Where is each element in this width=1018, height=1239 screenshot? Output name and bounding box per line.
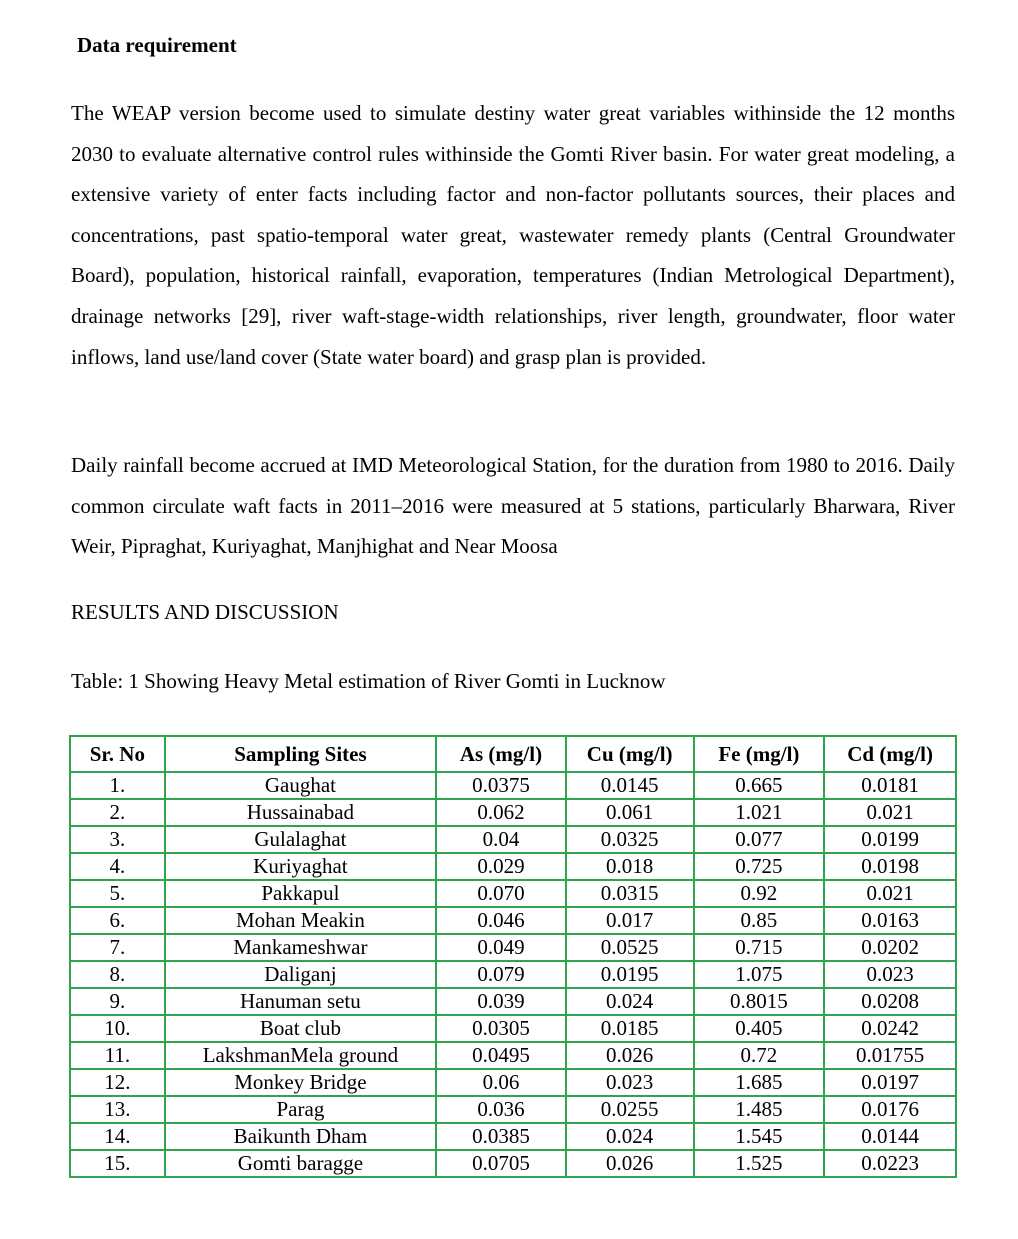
- cell-site: Monkey Bridge: [165, 1069, 436, 1096]
- cell-as: 0.049: [436, 934, 566, 961]
- cell-sr-no: 5.: [70, 880, 165, 907]
- cell-cu: 0.023: [566, 1069, 694, 1096]
- cell-cd: 0.0223: [824, 1150, 956, 1177]
- cell-as: 0.036: [436, 1096, 566, 1123]
- cell-cd: 0.021: [824, 799, 956, 826]
- header-as: As (mg/l): [436, 736, 566, 772]
- cell-as: 0.0705: [436, 1150, 566, 1177]
- table-row: [70, 772, 956, 799]
- cell-cd: 0.0176: [824, 1096, 956, 1123]
- results-heading: RESULTS AND DISCUSSION: [71, 600, 339, 624]
- cell-site: Kuriyaghat: [165, 853, 436, 880]
- cell-cd: 0.0208: [824, 988, 956, 1015]
- cell-cu: 0.018: [566, 853, 694, 880]
- section-heading: Data requirement: [77, 33, 237, 57]
- cell-site: Mankameshwar: [165, 934, 436, 961]
- cell-cu: 0.0145: [566, 772, 694, 799]
- cell-as: 0.06: [436, 1069, 566, 1096]
- cell-cu: 0.026: [566, 1150, 694, 1177]
- cell-cu: 0.0185: [566, 1015, 694, 1042]
- cell-sr-no: 3.: [70, 826, 165, 853]
- table-row: [70, 988, 956, 1015]
- cell-cu: 0.0255: [566, 1096, 694, 1123]
- cell-cd: 0.0242: [824, 1015, 956, 1042]
- cell-sr-no: 12.: [70, 1069, 165, 1096]
- cell-sr-no: 1.: [70, 772, 165, 799]
- cell-sr-no: 15.: [70, 1150, 165, 1177]
- cell-fe: 1.485: [694, 1096, 825, 1123]
- table-row: [70, 961, 956, 988]
- cell-sr-no: 14.: [70, 1123, 165, 1150]
- table-row: [70, 1015, 956, 1042]
- paragraph-rainfall: Daily rainfall become accrued at IMD Meteorological Station, for the duration from 1980 to 2016. Daily common circulate waft facts in 2011–2016 were measured at 5 stations, particularly Bharwara, River Weir, Pipraghat, Kuriyaghat, Manjhighat and Near Moosa: [71, 453, 955, 559]
- cell-cu: 0.026: [566, 1042, 694, 1069]
- cell-cd: 0.0181: [824, 772, 956, 799]
- table-row: [70, 880, 956, 907]
- table-body: [70, 772, 956, 1177]
- header-sampling-sites: Sampling Sites: [165, 736, 436, 772]
- table-row: [70, 853, 956, 880]
- cell-site: Hussainabad: [165, 799, 436, 826]
- cell-site: LakshmanMela ground: [165, 1042, 436, 1069]
- table-row: [70, 826, 956, 853]
- header-fe: Fe (mg/l): [694, 736, 825, 772]
- header-cd: Cd (mg/l): [824, 736, 956, 772]
- cell-fe: 1.021: [694, 799, 825, 826]
- cell-sr-no: 13.: [70, 1096, 165, 1123]
- cell-cd: 0.021: [824, 880, 956, 907]
- cell-site: Parag: [165, 1096, 436, 1123]
- table-row: [70, 934, 956, 961]
- cell-cu: 0.061: [566, 799, 694, 826]
- cell-site: Gaughat: [165, 772, 436, 799]
- cell-sr-no: 2.: [70, 799, 165, 826]
- cell-as: 0.0495: [436, 1042, 566, 1069]
- cell-fe: 0.715: [694, 934, 825, 961]
- cell-site: Pakkapul: [165, 880, 436, 907]
- cell-as: 0.046: [436, 907, 566, 934]
- cell-fe: 1.075: [694, 961, 825, 988]
- cell-cd: 0.0198: [824, 853, 956, 880]
- table-row: [70, 1069, 956, 1096]
- cell-as: 0.04: [436, 826, 566, 853]
- cell-sr-no: 8.: [70, 961, 165, 988]
- paragraph-data-requirement: The WEAP version become used to simulate destiny water great variables withinside the 12 months 2030 to evaluate alternative control rules withinside the Gomti River basin. For water great modeling, a extensive variety of enter facts including factor and non-factor pollutants sources, their places and concentrations, past spatio-temporal water great, wastewater remedy plants (Central Groundwater Board), population, historical rainfall, evaporation, temperatures (Indian Metrological Department), drainage networks [29], river waft-stage-width relationships, river length, groundwater, floor water inflows, land use/land cover (State water board) and grasp plan is provided.: [71, 101, 955, 369]
- cell-sr-no: 4.: [70, 853, 165, 880]
- cell-as: 0.0385: [436, 1123, 566, 1150]
- cell-as: 0.0375: [436, 772, 566, 799]
- cell-as: 0.062: [436, 799, 566, 826]
- cell-sr-no: 6.: [70, 907, 165, 934]
- cell-fe: 0.405: [694, 1015, 825, 1042]
- cell-cu: 0.024: [566, 1123, 694, 1150]
- cell-cd: 0.0199: [824, 826, 956, 853]
- cell-fe: 0.92: [694, 880, 825, 907]
- table-header-row: [70, 736, 956, 772]
- cell-site: Daliganj: [165, 961, 436, 988]
- cell-cu: 0.024: [566, 988, 694, 1015]
- cell-as: 0.039: [436, 988, 566, 1015]
- cell-sr-no: 11.: [70, 1042, 165, 1069]
- cell-cu: 0.0315: [566, 880, 694, 907]
- cell-fe: 0.72: [694, 1042, 825, 1069]
- table-row: [70, 799, 956, 826]
- cell-fe: 1.525: [694, 1150, 825, 1177]
- cell-fe: 1.545: [694, 1123, 825, 1150]
- table-caption: Table: 1 Showing Heavy Metal estimation of River Gomti in Lucknow: [71, 669, 666, 693]
- cell-cu: 0.0525: [566, 934, 694, 961]
- cell-fe: 0.725: [694, 853, 825, 880]
- cell-as: 0.079: [436, 961, 566, 988]
- cell-sr-no: 7.: [70, 934, 165, 961]
- cell-cu: 0.0325: [566, 826, 694, 853]
- cell-cu: 0.0195: [566, 961, 694, 988]
- cell-as: 0.029: [436, 853, 566, 880]
- table-row: [70, 1123, 956, 1150]
- cell-site: Hanuman setu: [165, 988, 436, 1015]
- cell-site: Mohan Meakin: [165, 907, 436, 934]
- header-sr-no: Sr. No: [70, 736, 165, 772]
- cell-cd: 0.023: [824, 961, 956, 988]
- cell-sr-no: 9.: [70, 988, 165, 1015]
- header-cu: Cu (mg/l): [566, 736, 694, 772]
- cell-cd: 0.0197: [824, 1069, 956, 1096]
- cell-site: Gulalaghat: [165, 826, 436, 853]
- cell-fe: 0.665: [694, 772, 825, 799]
- cell-site: Gomti baragge: [165, 1150, 436, 1177]
- cell-cd: 0.0144: [824, 1123, 956, 1150]
- cell-site: Boat club: [165, 1015, 436, 1042]
- cell-as: 0.070: [436, 880, 566, 907]
- cell-fe: 0.85: [694, 907, 825, 934]
- cell-sr-no: 10.: [70, 1015, 165, 1042]
- heavy-metal-table: [69, 735, 957, 1178]
- cell-as: 0.0305: [436, 1015, 566, 1042]
- cell-fe: 1.685: [694, 1069, 825, 1096]
- table-row: [70, 1042, 956, 1069]
- cell-fe: 0.077: [694, 826, 825, 853]
- cell-cd: 0.0163: [824, 907, 956, 934]
- table-row: [70, 907, 956, 934]
- cell-cd: 0.01755: [824, 1042, 956, 1069]
- cell-fe: 0.8015: [694, 988, 825, 1015]
- table-row: [70, 1096, 956, 1123]
- cell-cu: 0.017: [566, 907, 694, 934]
- table-row: [70, 1150, 956, 1177]
- cell-site: Baikunth Dham: [165, 1123, 436, 1150]
- cell-cd: 0.0202: [824, 934, 956, 961]
